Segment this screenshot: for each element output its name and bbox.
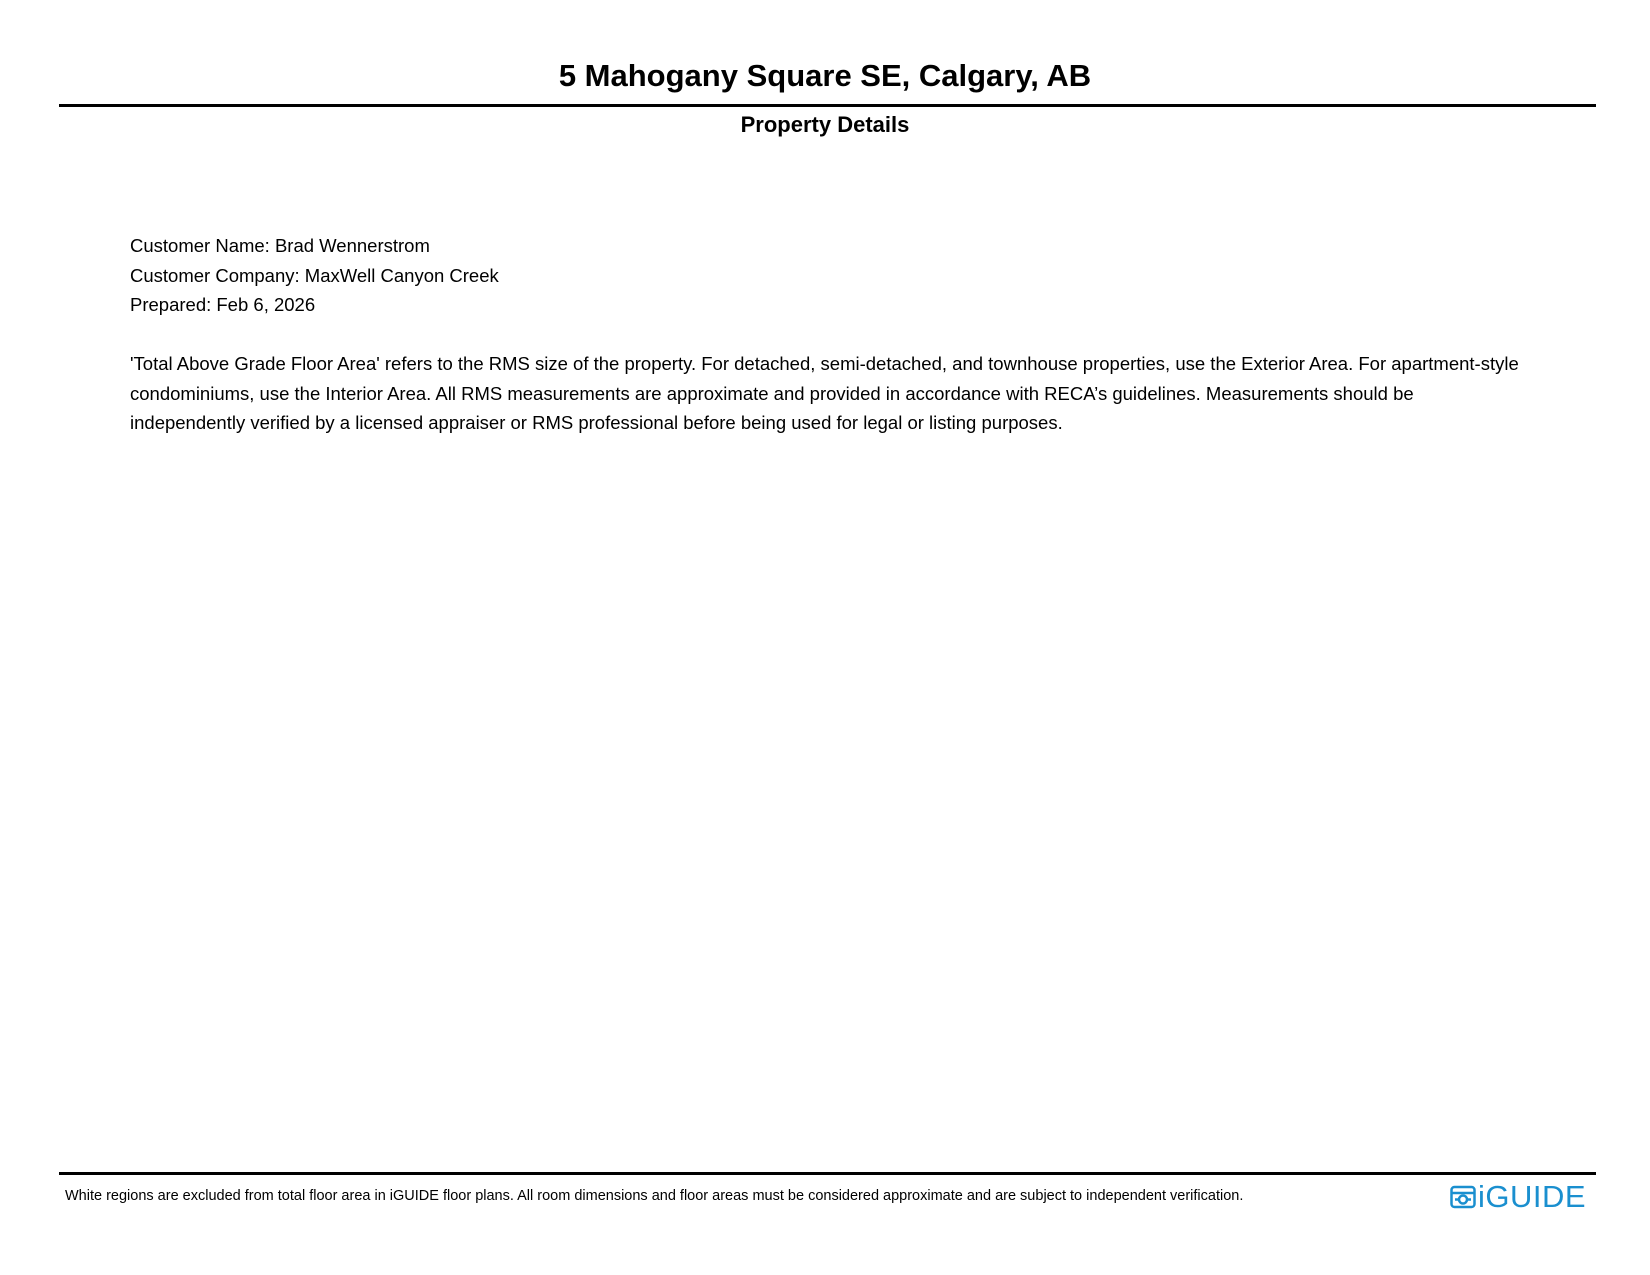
area-disclaimer: 'Total Above Grade Floor Area' refers to the RMS size of the property. For detached, semi-detached, and townhouse properties, use the Exterior Area. For apartment-style condominiums, use the Interior Area. All RMS measurements are approximate and provided in accordance with RECA’s guidelines. Measurements should be independently verified by a licensed appraiser or RMS professional before being used for legal or listing purposes. — [130, 353, 1519, 433]
footer-note: White regions are excluded from total floor area in iGUIDE floor plans. All room dimensions and floor areas must be considered approximate and are subject to independent verification. — [65, 1188, 1244, 1204]
footer-divider — [59, 1172, 1596, 1175]
prepared-date: Prepared: Feb 6, 2026 — [130, 294, 316, 315]
page-subtitle: Property Details — [740, 112, 910, 137]
customer-name: Customer Name: Brad Wennerstrom — [130, 235, 430, 256]
logo-wordmark: iGUIDE — [1478, 1179, 1587, 1214]
iguide-logo — [1450, 1181, 1586, 1213]
camera-icon — [1450, 1184, 1476, 1210]
page-title: 5 Mahogany Square SE, Calgary, AB — [558, 58, 1092, 93]
customer-company: Customer Company: MaxWell Canyon Creek — [130, 264, 499, 286]
header-divider — [59, 104, 1596, 107]
property-details — [130, 231, 1530, 320]
